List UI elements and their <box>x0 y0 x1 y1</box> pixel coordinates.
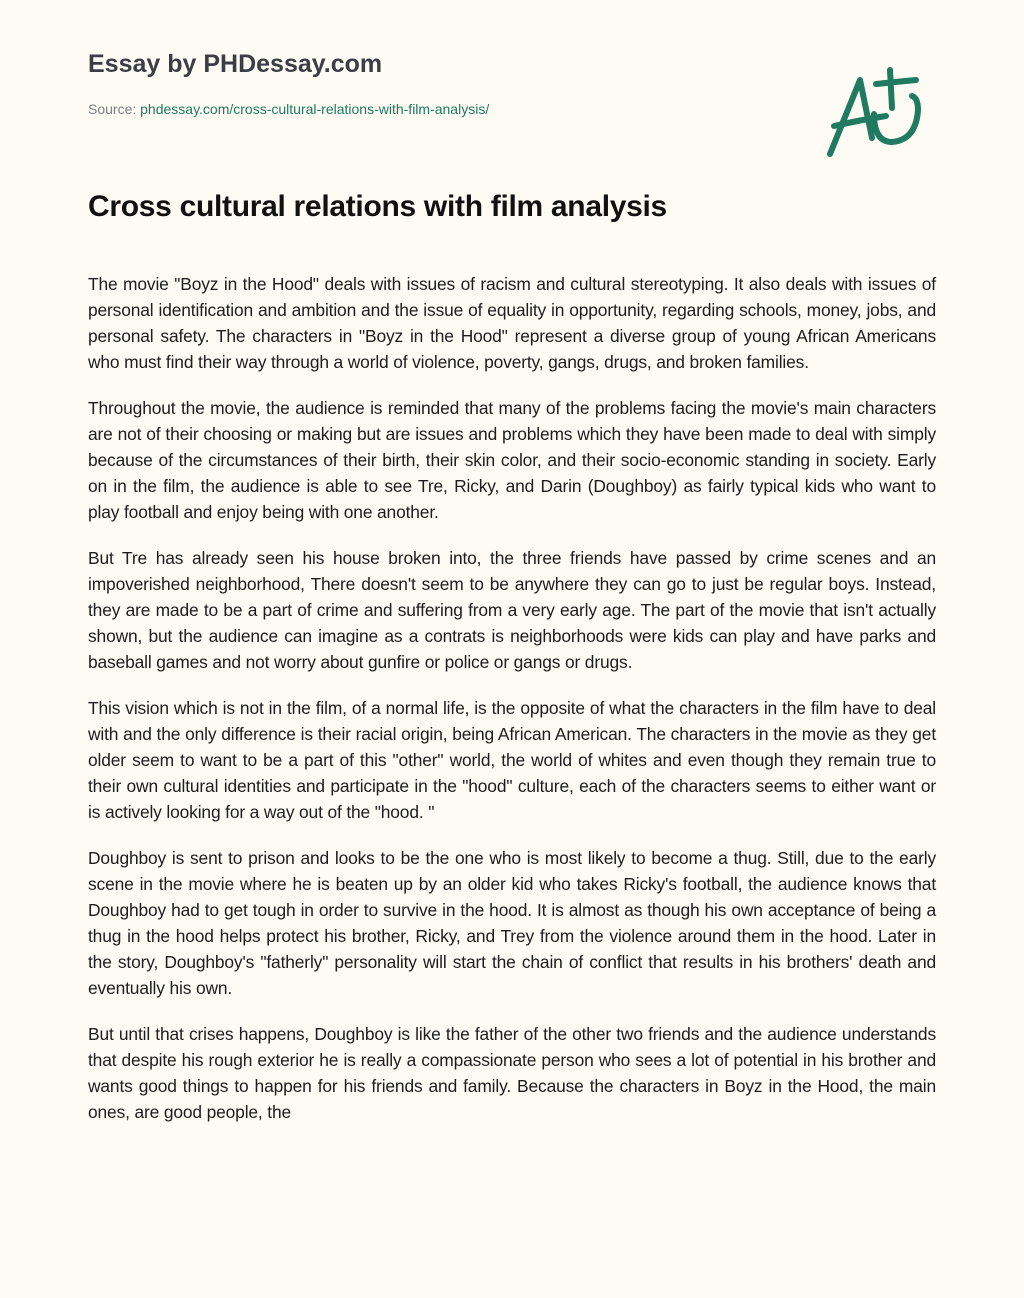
paragraph: But Tre has already seen his house broken into, the three friends have passed by crime scenes and an impoverished neighborhood, There doesn't seem to be anywhere they can go to just be regular boys. Instead, they are made to be a part of crime and suffering from a very early age. The part of the movie that isn't actually shown, but the audience can imagine as a contrats is neighborhoods were kids can play and have parks and baseball games and not worry about gunfire or police or gangs or drugs. <box>88 548 936 672</box>
paragraph: But until that crises happens, Doughboy is like the father of the other two friends and the audience understands that despite his rough exterior he is really a compassionate person who sees a lot of potential in his brother and wants good things to happen for his friends and family. Because the characters in Boyz in the Hood, the main ones, are good people, the <box>88 1024 936 1122</box>
source-line <box>88 101 489 117</box>
a-plus-grade-icon <box>820 62 930 162</box>
site-title: Essay by PHDessay.com <box>88 50 383 78</box>
source-link[interactable]: phdessay.com/cross-cultural-relations-with-film-analysis/ <box>140 101 490 117</box>
paragraph: Throughout the movie, the audience is reminded that many of the problems facing the movie's main characters are not of their choosing or making but are issues and problems which they have been made to deal with simply because of the circumstances of their birth, their skin color, and their socio-economic standing in society. Early on in the film, the audience is able to see Tre, Ricky, and Darin (Doughboy) as fairly typical kids who want to play football and enjoy being with one another. <box>88 398 936 522</box>
essay-body <box>88 271 936 1145</box>
paragraph: This vision which is not in the film, of a normal life, is the opposite of what the characters in the film have to deal with and the only difference is their racial origin, being African American. The characters in the movie as they get older seem to want to be a part of this "other" world, the world of whites and even though they remain true to their own cultural identities and participate in the "hood" culture, each of the characters seems to either want or is actively looking for a way out of the "hood. " <box>88 698 936 822</box>
paragraph: The movie "Boyz in the Hood" deals with issues of racism and cultural stereotyping. It also deals with issues of personal identification and ambition and the issue of equality in opportunity, regarding schools, money, jobs, and personal safety. The characters in "Boyz in the Hood" represent a diverse group of young African Americans who must find their way through a world of violence, poverty, gangs, drugs, and broken families. <box>88 274 936 372</box>
source-label: Source: <box>88 101 137 117</box>
page-title: Cross cultural relations with film analysis <box>88 190 667 223</box>
paragraph: Doughboy is sent to prison and looks to be the one who is most likely to become a thug. Still, due to the early scene in the movie where he is beaten up by an older kid who takes Ricky's football, the audience knows that Doughboy had to get tough in order to survive in the hood. It is almost as though his own acceptance of being a thug in the hood helps protect his brother, Ricky, and Trey from the violence around them in the hood. Later in the story, Doughboy's "fatherly" personality will start the chain of conflict that results in his brothers' death and eventually his own. <box>88 848 936 998</box>
